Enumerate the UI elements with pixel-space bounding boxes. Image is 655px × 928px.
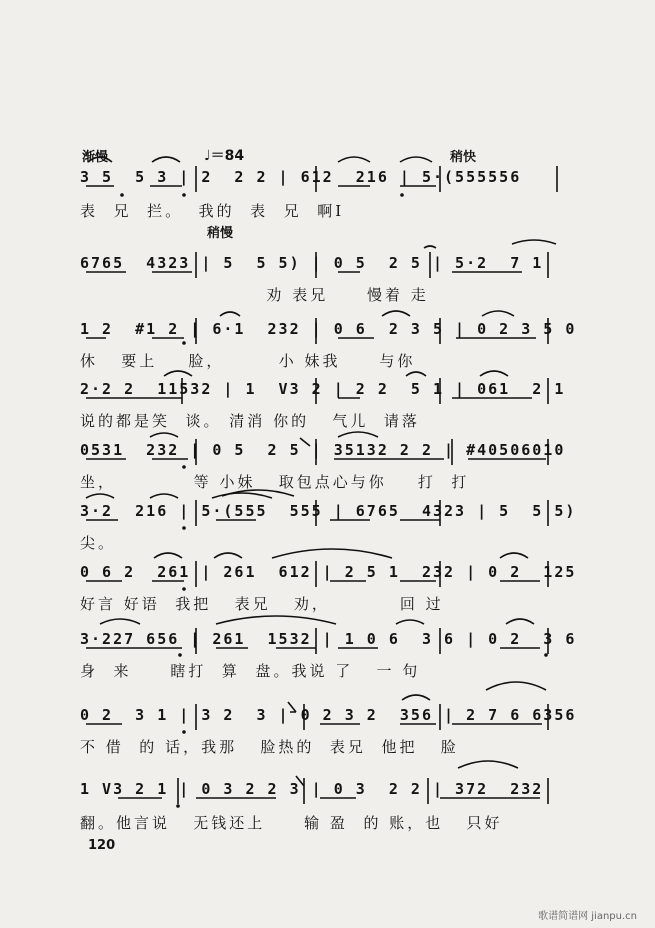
lyrics-line: 坐， 等 小妹 取包点心与你 打 打: [80, 473, 470, 491]
notation-line: 0 2 3 1 | 3 2 3 | 0 2 3 2 356 | 2 7 6 6356: [80, 706, 577, 724]
notation-line: 3·2 216 | 5·(555 555 | 6765 4323 | 5 5 5): [80, 502, 577, 520]
watermark: 歌谱简谱网 jianpu.cn: [538, 911, 637, 922]
tempo-mark-bpm: ♩＝84: [204, 148, 245, 164]
notation-line: 0 6 2 261 | 261 612 | 2 5 1 232 | 0 2 125: [80, 563, 577, 581]
tempo-mark-shaokuai: 稍快: [450, 150, 477, 165]
page-number: 120: [88, 838, 116, 853]
lyrics-line: 身 来 瞎打 算 盘。我说 了 一 句: [80, 662, 421, 680]
lyrics-line: 休 要上 脸， 小 妹我 与你: [80, 352, 416, 370]
tempo-mark-jianman: 渐慢: [82, 150, 109, 165]
lyrics-line: 不 借 的 话，我那 脸热的 表兄 他把 脸: [80, 738, 459, 756]
lyrics-line: 说的都是笑 谈。 清消 你的 气儿 请落: [80, 412, 420, 430]
tempo-mark-shaoman: 稍慢: [207, 226, 234, 241]
notation-line: 1 2 #1 2 | 6·1 232 | 0 6 2 3 5 | 0 2 3 5 0: [80, 320, 577, 338]
notation-line: 1 V3 2 1 | 0 3 2 2 3 | 0 3 2 2 | 372 232: [80, 780, 544, 798]
notation-line: 0531 232 | 0 5 2 5 | 35132 2 2 | #40506010: [80, 441, 566, 459]
lyrics-line: 尖。: [80, 534, 117, 552]
lyrics-line: 翻。他言说 无钱还上 输 盈 的 账，也 只好: [80, 814, 503, 832]
notation-line: 2·2 2 11532 | 1 V3 2 | 2 2 5 1 | 061 2 1: [80, 380, 566, 398]
notation-line: 3 5 5 3 | 2 2 2 | 612 216 | 5·(555556: [80, 168, 522, 186]
lyrics-line: 表 兄 拦。 我的 表 兄 啊I: [80, 202, 345, 220]
notation-line: 6765 4323 | 5 5 5) | 0 5 2 5 | 5·2 7 1: [80, 254, 544, 272]
lyrics-line: 劝 表兄 慢着 走: [80, 286, 429, 304]
lyrics-line: 好言 好语 我把 表兄 劝， 回 过: [80, 595, 444, 613]
notation-line: 3·227 656 | 261 1532 | 1 0 6 3 6 | 0 2 3 6: [80, 630, 577, 648]
